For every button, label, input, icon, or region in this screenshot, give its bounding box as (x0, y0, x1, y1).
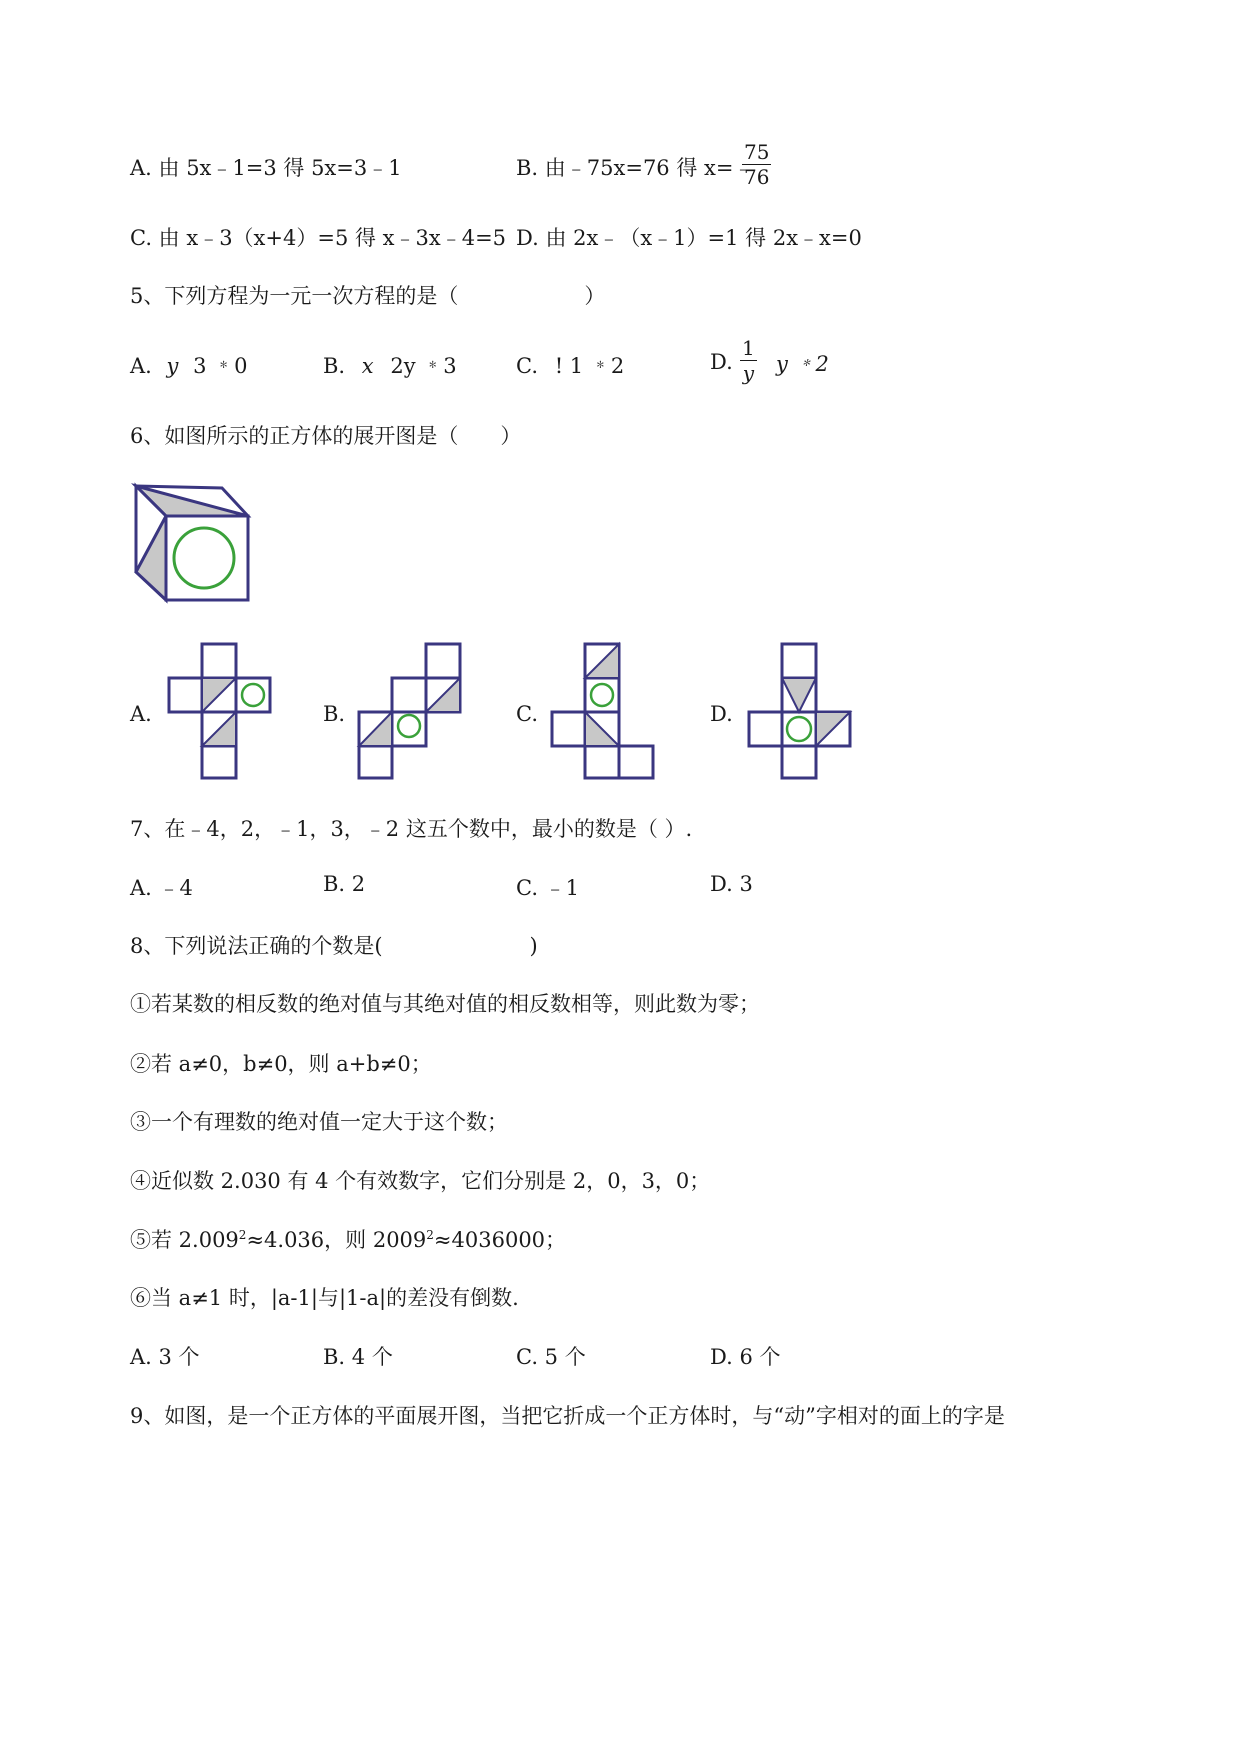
statement-5-part-a: ⑤若 2.009 (130, 1228, 239, 1252)
q7-option-a: A. ﹣4 (130, 876, 193, 900)
net-d (745, 640, 855, 780)
q6-option-d-label: D. (710, 702, 733, 726)
q6-option-b-label: B. (323, 702, 346, 726)
q8-statement-4: ④近似数 2.030 有 4 个有效数字，它们分别是 2，0，3，0； (130, 1169, 711, 1193)
q7-option-d: D. 3 (710, 872, 753, 896)
q4-option-b: B. 由﹣75x=76 得 x=﹣ (516, 156, 755, 180)
q6-option-a-label: A. (130, 702, 152, 726)
q4-option-b-fraction (742, 140, 771, 189)
equation-rest: 3 ﹡0 (193, 354, 248, 378)
q5-option-c (516, 350, 624, 380)
q8-statement-2: ②若 a≠0，b≠0，则 a+b≠0； (130, 1052, 432, 1076)
q8-option-a: A. 3 个 (130, 1345, 200, 1369)
q5-option-d (710, 350, 733, 374)
q6-option-c-label: C. (516, 702, 538, 726)
option-label: B. (323, 354, 346, 378)
q4-option-c: C. 由 x﹣3（x+4）=5 得 x﹣3x﹣4=5 (130, 226, 507, 250)
q5-option-a (130, 350, 248, 380)
cube-figure (130, 480, 255, 605)
q8-statement-3: ③一个有理数的绝对值一定大于这个数； (130, 1110, 508, 1134)
superscript: 2 (426, 1228, 434, 1242)
q7-stem: 7、在﹣4，2，﹣1，3，﹣2 这五个数中，最小的数是（ ）. (130, 817, 693, 841)
fraction-denominator: 76 (744, 165, 770, 189)
q5-option-b (323, 350, 457, 380)
fraction-numerator: 1 (742, 336, 755, 360)
q8-statement-6: ⑥当 a≠1 时，|a-1|与|1-a|的差没有倒数. (130, 1286, 519, 1310)
q9-stem: 9、如图，是一个正方体的平面展开图，当把它折成一个正方体时，与“动”字相对的面上的字是 (130, 1404, 1005, 1428)
fraction-denominator: y (742, 361, 755, 385)
q8-option-d: D. 6 个 (710, 1345, 781, 1369)
equation-rest: 2y ﹡3 (390, 354, 457, 378)
q7-option-b: B. 2 (323, 872, 366, 896)
q7-option-c: C. ﹣1 (516, 876, 580, 900)
q8-statement-1: ①若某数的相反数的绝对值与其绝对值的相反数相等，则此数为零； (130, 992, 760, 1016)
option-label: C. (516, 354, 538, 378)
statement-5-part-c: ≈4036000； (433, 1228, 567, 1252)
net-b (355, 640, 465, 780)
q8-option-c: C. 5 个 (516, 1345, 586, 1369)
fraction-numerator: 75 (744, 140, 770, 164)
net-c (548, 640, 658, 780)
option-label: A. (130, 354, 152, 378)
net-a (165, 640, 275, 780)
superscript: 2 (238, 1228, 247, 1242)
q4-option-d: D. 由 2x﹣（x﹣1）=1 得 2x﹣x=0 (516, 226, 862, 250)
variable: y (166, 354, 179, 378)
q8-stem: 8、下列说法正确的个数是( ) (130, 934, 538, 958)
statement-5-part-b: ≈4.036，则 2009 (246, 1228, 427, 1252)
q5-option-d-rest: y ﹡2 (776, 352, 829, 376)
variable: x (361, 354, 374, 378)
q5-stem: 5、下列方程为一元一次方程的是（ ） (130, 284, 606, 308)
q8-option-b: B. 4 个 (323, 1345, 393, 1369)
q4-option-a: A. 由 5x﹣1=3 得 5x=3﹣1 (130, 156, 402, 180)
option-label: D. (710, 350, 733, 374)
q8-statement-5 (130, 1224, 566, 1254)
q5-option-d-fraction (740, 336, 757, 385)
equation-rest: ! 1 ﹡2 (554, 354, 625, 378)
q6-stem: 6、如图所示的正方体的展开图是（ ） (130, 424, 522, 448)
